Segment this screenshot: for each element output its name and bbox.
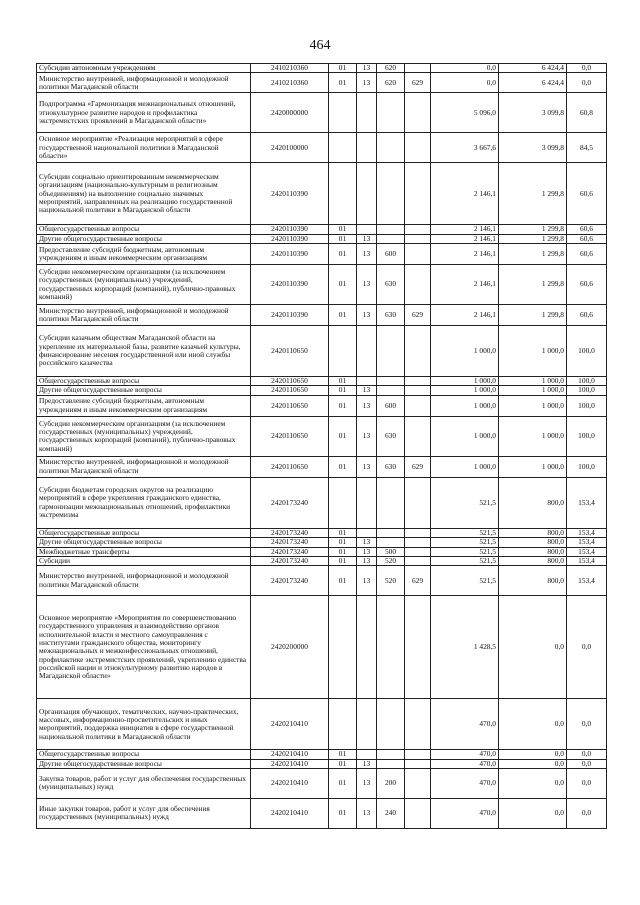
row-code: 2420173240: [251, 528, 329, 537]
row-planned: 521,5: [431, 566, 499, 596]
row-name: Субсидии некоммерческим организациям (за исключением государственных (муниципальных) учреждений, государственных корпораций (компаний), публично-правовых компаний): [37, 416, 251, 456]
row-section: 01: [329, 538, 357, 547]
row-expense-type: 520: [377, 556, 405, 565]
row-name: Другие общегосударственные вопросы: [37, 386, 251, 395]
row-name: Министерство внутренней, информационной и молодежной политики Магаданской области: [37, 305, 251, 326]
table-row: [37, 699, 607, 750]
row-subsection: [357, 163, 377, 225]
row-executed: 1 299,8: [499, 225, 567, 234]
row-code: 2420210410: [251, 750, 329, 759]
row-admin-code: [405, 556, 431, 565]
table-row: [37, 395, 607, 416]
row-executed: 3 099,8: [499, 133, 567, 163]
row-planned: 0,0: [431, 64, 499, 73]
row-admin-code: [405, 225, 431, 234]
row-planned: 521,5: [431, 477, 499, 528]
row-name: Другие общегосударственные вопросы: [37, 538, 251, 547]
row-expense-type: [377, 477, 405, 528]
row-subsection: [357, 477, 377, 528]
row-executed: 800,0: [499, 477, 567, 528]
row-expense-type: [377, 163, 405, 225]
row-name: Предоставление субсидий бюджетным, автономным учреждениям и иным некоммерческим организациям: [37, 395, 251, 416]
row-percent: 153,4: [567, 528, 607, 537]
row-section: 01: [329, 265, 357, 305]
row-admin-code: [405, 163, 431, 225]
table-row: [37, 538, 607, 547]
row-name: Общегосударственные вопросы: [37, 750, 251, 759]
table-row: [37, 456, 607, 477]
row-expense-type: [377, 225, 405, 234]
row-planned: 3 667,6: [431, 133, 499, 163]
row-admin-code: [405, 416, 431, 456]
row-percent: 60,6: [567, 305, 607, 326]
table-row: [37, 547, 607, 556]
row-subsection: 13: [357, 305, 377, 326]
row-executed: 1 299,8: [499, 244, 567, 265]
row-executed: 1 299,8: [499, 265, 567, 305]
row-executed: 1 000,0: [499, 386, 567, 395]
row-percent: 100,0: [567, 416, 607, 456]
row-section: 01: [329, 73, 357, 93]
row-code: 2420200000: [251, 596, 329, 699]
row-section: 01: [329, 377, 357, 386]
row-percent: 84,5: [567, 133, 607, 163]
row-expense-type: 200: [377, 768, 405, 798]
row-code: 2410210360: [251, 64, 329, 73]
row-code: 2420110650: [251, 395, 329, 416]
row-code: 2420173240: [251, 538, 329, 547]
row-executed: 1 000,0: [499, 395, 567, 416]
row-code: 2420110650: [251, 416, 329, 456]
row-code: 2420173240: [251, 547, 329, 556]
table-row: [37, 225, 607, 234]
row-planned: 521,5: [431, 528, 499, 537]
row-admin-code: [405, 377, 431, 386]
row-name: Другие общегосударственные вопросы: [37, 234, 251, 243]
row-percent: 0,0: [567, 596, 607, 699]
row-name: Министерство внутренней, информационной и молодежной политики Магаданской области: [37, 73, 251, 93]
row-section: [329, 93, 357, 133]
row-name: Субсидии казачьим обществам Магаданской области на укрепление их материальной базы, развитие казачьей культуры, финансирование несения государственной или иной службы российского казачества: [37, 326, 251, 377]
row-name: Предоставление субсидий бюджетным, автономным учреждениям и иным некоммерческим организациям: [37, 244, 251, 265]
table-row: [37, 477, 607, 528]
row-code: 2420210410: [251, 699, 329, 750]
row-section: 01: [329, 547, 357, 556]
row-percent: 0,0: [567, 768, 607, 798]
table-row: [37, 416, 607, 456]
row-name: Общегосударственные вопросы: [37, 528, 251, 537]
row-code: 2420110650: [251, 377, 329, 386]
row-code: 2420110390: [251, 163, 329, 225]
row-expense-type: 620: [377, 64, 405, 73]
row-admin-code: [405, 798, 431, 828]
row-expense-type: [377, 93, 405, 133]
row-code: 2420110650: [251, 456, 329, 477]
row-subsection: 13: [357, 566, 377, 596]
row-subsection: 13: [357, 395, 377, 416]
row-percent: 60,6: [567, 225, 607, 234]
row-admin-code: [405, 64, 431, 73]
row-admin-code: 629: [405, 456, 431, 477]
row-code: 2420210410: [251, 798, 329, 828]
row-name: Основное мероприятие «Мероприятия по совершенствованию государственного управления и взаимодействию органов исполнительной власти и местного самоуправления с институтами гражданского общества, мониторингу межнациональных и межконфессиональных отношений, профилактике экстремистских проявлений, укреплению единства российской нации и этнокультурному развитию народов в Магаданской области»: [37, 596, 251, 699]
row-expense-type: [377, 699, 405, 750]
row-subsection: 13: [357, 416, 377, 456]
row-expense-type: 520: [377, 566, 405, 596]
row-executed: 1 000,0: [499, 377, 567, 386]
row-percent: 153,4: [567, 538, 607, 547]
row-subsection: 13: [357, 556, 377, 565]
row-planned: 1 428,5: [431, 596, 499, 699]
row-planned: 470,0: [431, 759, 499, 768]
table-row: [37, 234, 607, 243]
row-subsection: 13: [357, 73, 377, 93]
row-expense-type: 630: [377, 456, 405, 477]
row-executed: 0,0: [499, 699, 567, 750]
row-planned: 521,5: [431, 556, 499, 565]
row-expense-type: [377, 750, 405, 759]
row-planned: 521,5: [431, 538, 499, 547]
row-executed: 6 424,4: [499, 64, 567, 73]
row-percent: 153,4: [567, 566, 607, 596]
row-name: Министерство внутренней, информационной и молодежной политики Магаданской области: [37, 456, 251, 477]
row-expense-type: [377, 596, 405, 699]
row-subsection: [357, 93, 377, 133]
row-percent: 60,6: [567, 265, 607, 305]
row-executed: 6 424,4: [499, 73, 567, 93]
row-subsection: 13: [357, 265, 377, 305]
row-name: Субсидии некоммерческим организациям (за исключением государственных (муниципальных) учреждений, государственных корпораций (компаний), публично-правовых компаний): [37, 265, 251, 305]
row-subsection: 13: [357, 244, 377, 265]
row-expense-type: 620: [377, 73, 405, 93]
table-row: [37, 798, 607, 828]
row-admin-code: [405, 768, 431, 798]
row-code: 2420110390: [251, 244, 329, 265]
table-row: [37, 768, 607, 798]
row-section: 01: [329, 234, 357, 243]
row-planned: 0,0: [431, 73, 499, 93]
table-row: [37, 64, 607, 73]
row-section: 01: [329, 305, 357, 326]
row-executed: 0,0: [499, 750, 567, 759]
row-section: [329, 596, 357, 699]
table-row: [37, 556, 607, 565]
row-planned: 2 146,1: [431, 163, 499, 225]
row-executed: 0,0: [499, 768, 567, 798]
row-code: 2420110650: [251, 326, 329, 377]
row-expense-type: 240: [377, 798, 405, 828]
row-percent: 0,0: [567, 759, 607, 768]
row-planned: 1 000,0: [431, 386, 499, 395]
table-row: [37, 528, 607, 537]
row-section: 01: [329, 556, 357, 565]
table-row: [37, 326, 607, 377]
row-section: [329, 477, 357, 528]
row-code: 2420210410: [251, 759, 329, 768]
row-planned: 470,0: [431, 699, 499, 750]
row-admin-code: [405, 326, 431, 377]
row-admin-code: 629: [405, 566, 431, 596]
row-planned: 1 000,0: [431, 456, 499, 477]
row-subsection: 13: [357, 234, 377, 243]
row-section: 01: [329, 798, 357, 828]
row-subsection: [357, 596, 377, 699]
row-admin-code: [405, 547, 431, 556]
row-subsection: 13: [357, 456, 377, 477]
row-expense-type: [377, 234, 405, 243]
row-name: Межбюджетные трансферты: [37, 547, 251, 556]
row-planned: 470,0: [431, 798, 499, 828]
row-subsection: [357, 326, 377, 377]
row-percent: 60,8: [567, 93, 607, 133]
row-section: 01: [329, 768, 357, 798]
row-expense-type: 500: [377, 547, 405, 556]
row-executed: 1 000,0: [499, 456, 567, 477]
table-row: [37, 596, 607, 699]
row-executed: 1 299,8: [499, 234, 567, 243]
row-executed: 800,0: [499, 547, 567, 556]
row-section: 01: [329, 244, 357, 265]
row-executed: 800,0: [499, 566, 567, 596]
row-executed: 0,0: [499, 596, 567, 699]
row-admin-code: [405, 596, 431, 699]
row-code: 2420210410: [251, 768, 329, 798]
row-subsection: 13: [357, 798, 377, 828]
table-row: [37, 93, 607, 133]
budget-table: [36, 63, 607, 829]
row-planned: 1 000,0: [431, 416, 499, 456]
row-code: 2420173240: [251, 477, 329, 528]
row-expense-type: [377, 326, 405, 377]
row-percent: 60,6: [567, 244, 607, 265]
table-row: [37, 244, 607, 265]
row-subsection: [357, 528, 377, 537]
row-name: Министерство внутренней, информационной и молодежной политики Магаданской области: [37, 566, 251, 596]
row-planned: 470,0: [431, 768, 499, 798]
row-name: Основное мероприятие «Реализация мероприятий в сфере государственной национальной политики в Магаданской области»: [37, 133, 251, 163]
row-percent: 60,6: [567, 234, 607, 243]
row-percent: 153,4: [567, 477, 607, 528]
row-name: Закупка товаров, работ и услуг для обеспечения государственных (муниципальных) нужд: [37, 768, 251, 798]
row-expense-type: 600: [377, 244, 405, 265]
row-executed: 800,0: [499, 528, 567, 537]
row-admin-code: 629: [405, 73, 431, 93]
row-percent: 0,0: [567, 699, 607, 750]
row-subsection: [357, 750, 377, 759]
row-subsection: 13: [357, 768, 377, 798]
row-subsection: [357, 133, 377, 163]
row-code: 2420110390: [251, 234, 329, 243]
row-planned: 1 000,0: [431, 326, 499, 377]
row-section: 01: [329, 395, 357, 416]
row-percent: 0,0: [567, 750, 607, 759]
row-percent: 153,4: [567, 556, 607, 565]
row-subsection: [357, 377, 377, 386]
row-subsection: 13: [357, 759, 377, 768]
row-admin-code: [405, 528, 431, 537]
row-percent: 100,0: [567, 326, 607, 377]
row-subsection: 13: [357, 538, 377, 547]
row-section: 01: [329, 64, 357, 73]
row-name: Субсидии бюджетам городских округов на реализацию мероприятий в сфере укрепления гражданского единства, гармонизации межнациональных отношений, профилактики экстремизма: [37, 477, 251, 528]
row-name: Организация обучающих, тематических, научно-практических, массовых, информационно-просветительских и иных мероприятий, поддержка инициатив в сфере государственной национальной политики в Магаданской области: [37, 699, 251, 750]
table-row: [37, 265, 607, 305]
row-section: 01: [329, 759, 357, 768]
row-section: 01: [329, 750, 357, 759]
row-planned: 2 146,1: [431, 225, 499, 234]
page-number: 464: [309, 38, 331, 53]
row-executed: 800,0: [499, 556, 567, 565]
row-name: Субсидии: [37, 556, 251, 565]
row-name: Общегосударственные вопросы: [37, 225, 251, 234]
row-section: 01: [329, 386, 357, 395]
row-admin-code: [405, 477, 431, 528]
row-section: 01: [329, 566, 357, 596]
row-expense-type: [377, 538, 405, 547]
row-percent: 100,0: [567, 456, 607, 477]
row-admin-code: [405, 750, 431, 759]
table-row: [37, 759, 607, 768]
row-executed: 1 299,8: [499, 163, 567, 225]
row-code: 2410210360: [251, 73, 329, 93]
table-row: [37, 73, 607, 93]
row-executed: 1 000,0: [499, 326, 567, 377]
row-name: Субсидии социально ориентированным некоммерческим организациям (национально-культурным и религиозным объединениям) на выполнение социально значимых мероприятий, направленных на реализацию государственной национальной политики в Магаданской области: [37, 163, 251, 225]
row-admin-code: [405, 395, 431, 416]
row-percent: 0,0: [567, 64, 607, 73]
table-row: [37, 386, 607, 395]
row-section: [329, 699, 357, 750]
row-code: 2420100000: [251, 133, 329, 163]
row-planned: 2 146,1: [431, 265, 499, 305]
row-admin-code: [405, 386, 431, 395]
row-planned: 1 000,0: [431, 395, 499, 416]
row-code: 2420000000: [251, 93, 329, 133]
row-percent: 100,0: [567, 377, 607, 386]
row-code: 2420173240: [251, 566, 329, 596]
row-admin-code: [405, 538, 431, 547]
row-admin-code: [405, 244, 431, 265]
row-admin-code: [405, 699, 431, 750]
row-executed: 1 000,0: [499, 416, 567, 456]
table-row: [37, 133, 607, 163]
row-executed: 3 099,8: [499, 93, 567, 133]
table-row: [37, 377, 607, 386]
row-section: [329, 326, 357, 377]
row-percent: 0,0: [567, 73, 607, 93]
row-expense-type: 600: [377, 395, 405, 416]
row-subsection: [357, 699, 377, 750]
row-planned: 521,5: [431, 547, 499, 556]
row-planned: 1 000,0: [431, 377, 499, 386]
row-expense-type: 630: [377, 265, 405, 305]
row-expense-type: [377, 386, 405, 395]
table-row: [37, 305, 607, 326]
row-admin-code: [405, 759, 431, 768]
row-name: Субсидии автономным учреждениям: [37, 64, 251, 73]
row-code: 2420173240: [251, 556, 329, 565]
row-subsection: 13: [357, 386, 377, 395]
row-code: 2420110390: [251, 305, 329, 326]
row-code: 2420110650: [251, 386, 329, 395]
row-admin-code: [405, 133, 431, 163]
row-percent: 153,4: [567, 547, 607, 556]
row-expense-type: 630: [377, 416, 405, 456]
row-planned: 2 146,1: [431, 244, 499, 265]
row-percent: 0,0: [567, 798, 607, 828]
row-percent: 100,0: [567, 386, 607, 395]
row-executed: 0,0: [499, 759, 567, 768]
row-percent: 100,0: [567, 395, 607, 416]
row-section: 01: [329, 528, 357, 537]
row-expense-type: [377, 377, 405, 386]
table-row: [37, 566, 607, 596]
row-percent: 60,6: [567, 163, 607, 225]
row-section: 01: [329, 416, 357, 456]
row-section: [329, 163, 357, 225]
row-code: 2420110390: [251, 225, 329, 234]
row-admin-code: [405, 93, 431, 133]
row-name: Подпрограмма «Гармонизация межнациональных отношений, этнокультурное развитие народов и профилактика экстремистских проявлений в Магаданской области»: [37, 93, 251, 133]
row-section: 01: [329, 456, 357, 477]
row-executed: 0,0: [499, 798, 567, 828]
row-subsection: 13: [357, 547, 377, 556]
row-subsection: 13: [357, 64, 377, 73]
row-expense-type: [377, 759, 405, 768]
row-name: Общегосударственные вопросы: [37, 377, 251, 386]
table-row: [37, 750, 607, 759]
row-section: [329, 133, 357, 163]
row-admin-code: [405, 234, 431, 243]
row-planned: 2 146,1: [431, 305, 499, 326]
row-planned: 5 096,0: [431, 93, 499, 133]
row-admin-code: [405, 265, 431, 305]
table-row: [37, 163, 607, 225]
row-planned: 470,0: [431, 750, 499, 759]
row-name: Другие общегосударственные вопросы: [37, 759, 251, 768]
row-expense-type: [377, 133, 405, 163]
row-executed: 1 299,8: [499, 305, 567, 326]
row-name: Иные закупки товаров, работ и услуг для обеспечения государственных (муниципальных) нужд: [37, 798, 251, 828]
row-section: 01: [329, 225, 357, 234]
row-subsection: [357, 225, 377, 234]
row-executed: 800,0: [499, 538, 567, 547]
row-planned: 2 146,1: [431, 234, 499, 243]
row-admin-code: 629: [405, 305, 431, 326]
row-expense-type: [377, 528, 405, 537]
row-expense-type: 630: [377, 305, 405, 326]
row-code: 2420110390: [251, 265, 329, 305]
